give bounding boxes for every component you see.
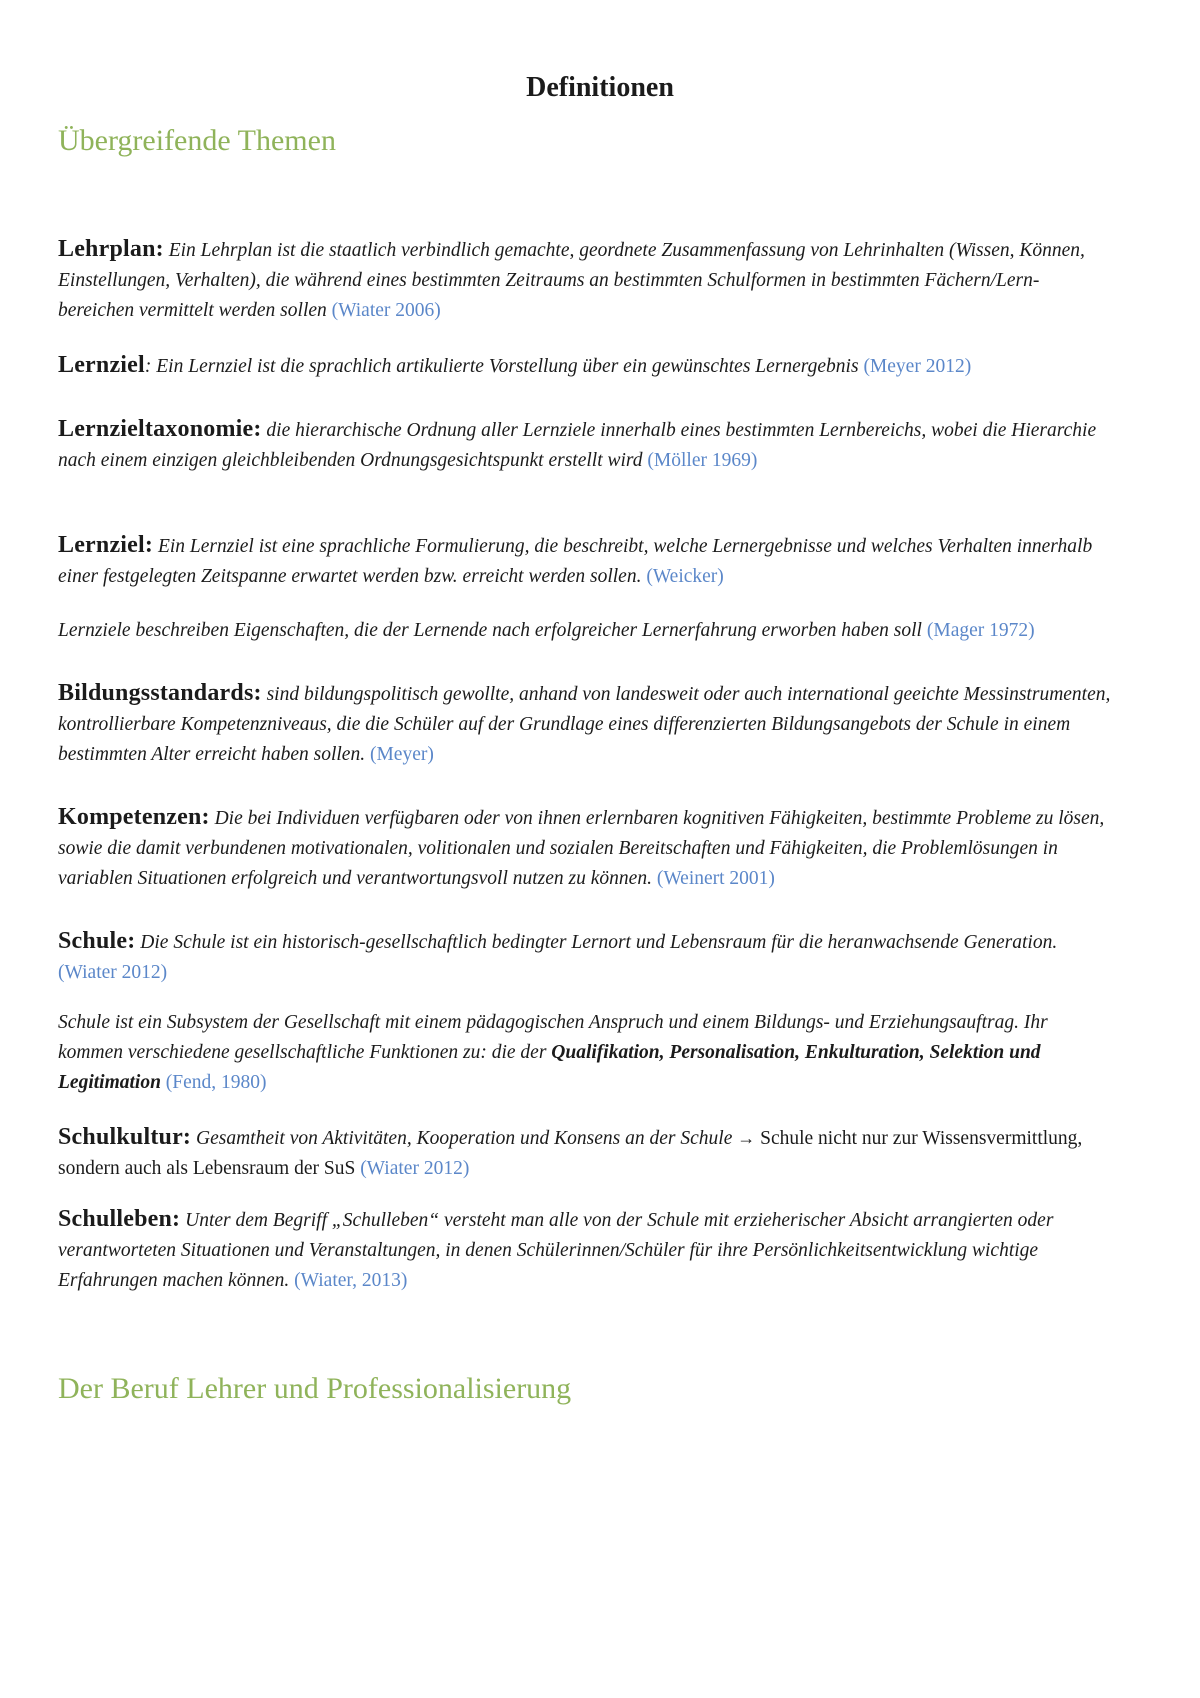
entry-kompetenzen [58, 802, 1112, 894]
entry-lehrplan [58, 234, 1112, 326]
term-label: Lernzieltaxonomie: [58, 416, 262, 442]
citation: (Mager 1972) [926, 620, 1035, 641]
term-label: Schule: [58, 928, 136, 954]
definition-text: Die bei Individuen verfügbaren oder von ihnen erlernbaren kognitiven Fähigkeiten, bestimmte Probleme zu lösen, sowie die damit verbundenen motivationalen, volitionalen und sozialen Bereitschaften und Fähigkeiten, die Problemlösungen in variablen Situationen erfolgreich und verantwortungsvoll nutzen zu können. [58, 808, 1105, 889]
definition-text: Unter dem Begriff „Schulleben“ versteht man alle von der Schule mit erzieherischer Absicht arrangierten oder verantworteten Situationen und Veranstaltungen, in denen Schülerinnen/Schüler für ihre Persönlichkeitsentwicklung wichtige Erfahrungen machen können. [58, 1210, 1054, 1291]
citation: (Meyer) [369, 744, 434, 765]
term-label: Schulkultur: [58, 1124, 192, 1150]
entry-lernzieltaxonomie [58, 414, 1112, 476]
definition-text: Schule ist ein Subsystem der Gesellschaft mit einem pädagogischen Anspruch und einem Bildungs- und Erziehungsauftrag. Ihr kommen verschiedene gesellschaftliche Funktionen zu: die der [58, 1012, 1048, 1063]
citation: (Weinert 2001) [656, 868, 775, 889]
definition-plain-text: Schule nicht nur zur Wissensvermittlung, sondern auch als Lebensraum der SuS [58, 1128, 1083, 1179]
citation: (Möller 1969) [647, 450, 758, 471]
citation: (Fend, 1980) [160, 1072, 267, 1093]
term-label: Lernziel [58, 352, 145, 378]
entry-bildungsstandards [58, 678, 1112, 770]
entry-lernziel-mager [58, 616, 1112, 646]
term-label: Bildungsstandards: [58, 680, 262, 706]
term-label: Kompetenzen: [58, 804, 210, 830]
definition-text: Die Schule ist ein historisch-gesellschaftlich bedingter Lernort und Lebensraum für die heranwachsende Generation. [135, 932, 1058, 953]
citation: (Wiater 2012) [360, 1158, 470, 1179]
citation: (Wiater 2012) [58, 962, 168, 983]
entry-schule-fend [58, 1008, 1112, 1098]
entry-lernziel-meyer [58, 350, 1112, 382]
citation: (Wiater 2006) [331, 300, 441, 321]
term-label: Lehrplan: [58, 236, 164, 262]
term-label: Schulleben: [58, 1206, 181, 1232]
definition-text: Gesamtheit von Aktivitäten, Kooperation und Konsens an der Schule [191, 1128, 738, 1149]
entry-schule-wiater [58, 926, 1112, 988]
entry-lernziel-weicker [58, 530, 1112, 592]
arrow-right-icon: → [737, 1128, 756, 1148]
document-title: Definitionen [526, 72, 674, 103]
section-heading-uebergreifende-themen: Übergreifende Themen [58, 124, 336, 157]
definition-text: : Ein Lernziel ist die sprachlich artikulierte Vorstellung über ein gewünschtes Lernergebnis [144, 356, 864, 377]
citation: (Meyer 2012) [863, 356, 972, 377]
term-label: Lernziel: [58, 532, 154, 558]
section-heading-beruf-lehrer: Der Beruf Lehrer und Professionalisierung [58, 1372, 572, 1405]
citation: (Weicker) [646, 566, 724, 587]
citation: (Wiater, 2013) [294, 1270, 408, 1291]
definition-text: die hierarchische Ordnung aller Lernziele innerhalb eines bestimmten Lernbereichs, wobei die Hierarchie nach einem einzigen gleichbleibenden Ordnungsgesichtspunkt erstellt wird [58, 420, 1097, 471]
definition-text: Ein Lernziel ist eine sprachliche Formulierung, die beschreibt, welche Lernergebnisse und welches Verhalten innerhalb einer festgelegten Zeitspanne erwartet werden bzw. erreicht werden sollen. [58, 536, 1093, 587]
definition-text: sind bildungspolitisch gewollte, anhand von landesweit oder auch international geeichte Messinstrumenten, kontrollierbare Kompetenzniveaus, die die Schüler auf der Grundlage eines differenzierten Bildungsangebots der Schule in einem bestimmten Alter erreicht haben sollen. [58, 684, 1111, 765]
functions-emphasis: Qualifikation, Personalisation, Enkulturation, Selektion und Legitimation [58, 1042, 1041, 1093]
entry-schulleben [58, 1204, 1112, 1296]
definition-text: Ein Lehrplan ist die staatlich verbindlich gemachte, geordnete Zusammenfassung von Lehrinhalten (Wissen, Können, Einstellungen, Verhalten), die während eines bestimmten Zeitraums an bestimmten Schulformen in bestimmten Fächern/Lern-bereichen vermittelt werden sollen [58, 240, 1085, 321]
entry-schulkultur [58, 1122, 1112, 1184]
definition-text: Lernziele beschreiben Eigenschaften, die der Lernende nach erfolgreicher Lernerfahrung erworben haben soll [58, 620, 927, 641]
